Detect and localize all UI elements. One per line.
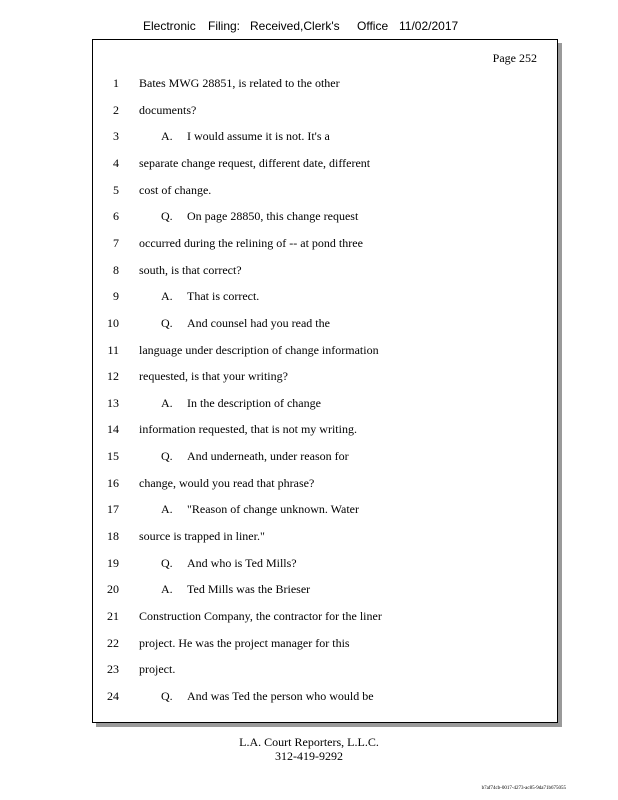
page-number: Page 252 bbox=[492, 51, 537, 65]
line-text: change, would you read that phrase? bbox=[139, 475, 315, 490]
transcript-line bbox=[93, 608, 557, 624]
speaker-prefix: Q. bbox=[161, 555, 173, 570]
transcript-line bbox=[93, 128, 557, 144]
transcript-line bbox=[93, 475, 557, 491]
line-number: 2 bbox=[113, 102, 119, 117]
line-body: I would assume it is not. It's a bbox=[187, 129, 330, 144]
speaker-prefix: A. bbox=[161, 502, 173, 517]
line-number: 13 bbox=[107, 395, 119, 410]
line-number: 20 bbox=[107, 582, 119, 597]
line-text bbox=[161, 501, 359, 517]
line-text: requested, is that your writing? bbox=[139, 369, 288, 384]
line-text: language under description of change information bbox=[139, 342, 379, 357]
line-number: 15 bbox=[107, 449, 119, 464]
line-number: 8 bbox=[113, 262, 119, 277]
transcript-line bbox=[93, 288, 557, 304]
transcript-line bbox=[93, 448, 557, 464]
line-text bbox=[161, 448, 349, 464]
footer-phone: 312-419-9292 bbox=[275, 749, 343, 763]
line-number: 11 bbox=[107, 342, 119, 357]
line-body: On page 28850, this change request bbox=[187, 209, 359, 224]
line-text bbox=[161, 581, 310, 597]
line-body: Ted Mills was the Brieser bbox=[187, 582, 311, 597]
speaker-prefix: Q. bbox=[161, 315, 173, 330]
speaker-prefix: A. bbox=[161, 582, 173, 597]
line-text: information requested, that is not my writing. bbox=[139, 422, 357, 437]
line-number: 9 bbox=[113, 289, 119, 304]
header-word-filing: Filing: bbox=[208, 19, 241, 33]
speaker-prefix: A. bbox=[161, 129, 173, 144]
speaker-prefix: A. bbox=[161, 289, 173, 304]
transcript-line bbox=[93, 581, 557, 597]
transcript-line bbox=[93, 688, 557, 704]
line-body: That is correct. bbox=[187, 289, 260, 304]
header-word-received-clerks: Received,Clerk's bbox=[250, 19, 340, 33]
line-number: 4 bbox=[113, 155, 119, 170]
line-text: south, is that correct? bbox=[139, 262, 242, 277]
line-number: 1 bbox=[113, 76, 119, 90]
line-text: Bates MWG 28851, is related to the other bbox=[139, 76, 340, 90]
line-text: Construction Company, the contractor for the liner bbox=[139, 609, 382, 623]
line-number: 17 bbox=[107, 502, 119, 517]
line-body: And who is Ted Mills? bbox=[187, 555, 297, 570]
line-number: 23 bbox=[107, 662, 119, 677]
transcript-line bbox=[93, 635, 557, 651]
line-text bbox=[161, 395, 321, 411]
line-number: 16 bbox=[107, 475, 119, 490]
transcript-line bbox=[93, 315, 557, 331]
filing-stamp-header bbox=[0, 19, 618, 39]
document-hash: b7af74cb-0017-4273-ac85-9da71b675055 bbox=[481, 786, 566, 791]
line-text: separate change request, different date, different bbox=[139, 155, 371, 170]
line-text: project. He was the project manager for this bbox=[139, 635, 350, 650]
header-word-office: Office bbox=[357, 19, 389, 33]
line-body: In the description of change bbox=[187, 395, 321, 410]
line-text bbox=[161, 288, 259, 304]
transcript-line bbox=[93, 501, 557, 517]
transcript-line bbox=[93, 661, 557, 677]
line-text bbox=[161, 128, 330, 144]
transcript-line bbox=[93, 528, 557, 544]
transcript-line bbox=[93, 262, 557, 278]
transcript-line bbox=[93, 102, 557, 118]
line-number: 10 bbox=[107, 315, 119, 330]
line-body: And was Ted the person who would be bbox=[187, 688, 374, 703]
speaker-prefix: A. bbox=[161, 395, 173, 410]
line-number: 24 bbox=[107, 688, 119, 703]
transcript-line bbox=[93, 342, 557, 358]
header-date: 11/02/2017 bbox=[399, 19, 459, 33]
line-text bbox=[161, 555, 297, 571]
speaker-prefix: Q. bbox=[161, 209, 173, 224]
transcript-line bbox=[93, 182, 557, 198]
line-number: 12 bbox=[107, 369, 119, 384]
header-word-electronic: Electronic bbox=[143, 19, 196, 33]
line-body: And counsel had you read the bbox=[187, 315, 330, 330]
transcript-line bbox=[93, 75, 557, 91]
line-body: And underneath, under reason for bbox=[187, 449, 349, 464]
line-text bbox=[161, 315, 330, 331]
footer-company: L.A. Court Reporters, L.L.C. bbox=[239, 735, 379, 749]
line-number: 21 bbox=[107, 609, 119, 623]
line-text: cost of change. bbox=[139, 182, 212, 197]
transcript-line bbox=[93, 368, 557, 384]
transcript-line bbox=[93, 421, 557, 437]
transcript-line bbox=[93, 235, 557, 251]
line-text: documents? bbox=[139, 102, 197, 117]
line-text: project. bbox=[139, 662, 176, 677]
transcript-line bbox=[93, 208, 557, 224]
line-number: 19 bbox=[107, 555, 119, 570]
line-number: 18 bbox=[107, 529, 119, 544]
transcript-line bbox=[93, 395, 557, 411]
line-number: 6 bbox=[113, 209, 119, 224]
line-number: 7 bbox=[113, 235, 119, 250]
transcript-line bbox=[93, 155, 557, 171]
line-text bbox=[161, 688, 374, 704]
line-text bbox=[161, 208, 358, 224]
line-number: 3 bbox=[113, 129, 119, 144]
line-number: 5 bbox=[113, 182, 119, 197]
transcript-page bbox=[92, 39, 558, 723]
speaker-prefix: Q. bbox=[161, 449, 173, 464]
transcript-line bbox=[93, 555, 557, 571]
line-body: "Reason of change unknown. Water bbox=[187, 502, 359, 517]
line-number: 22 bbox=[107, 635, 119, 650]
line-text: occurred during the relining of -- at pond three bbox=[139, 235, 363, 250]
line-text: source is trapped in liner." bbox=[139, 529, 265, 544]
speaker-prefix: Q. bbox=[161, 688, 173, 703]
line-number: 14 bbox=[107, 422, 119, 437]
